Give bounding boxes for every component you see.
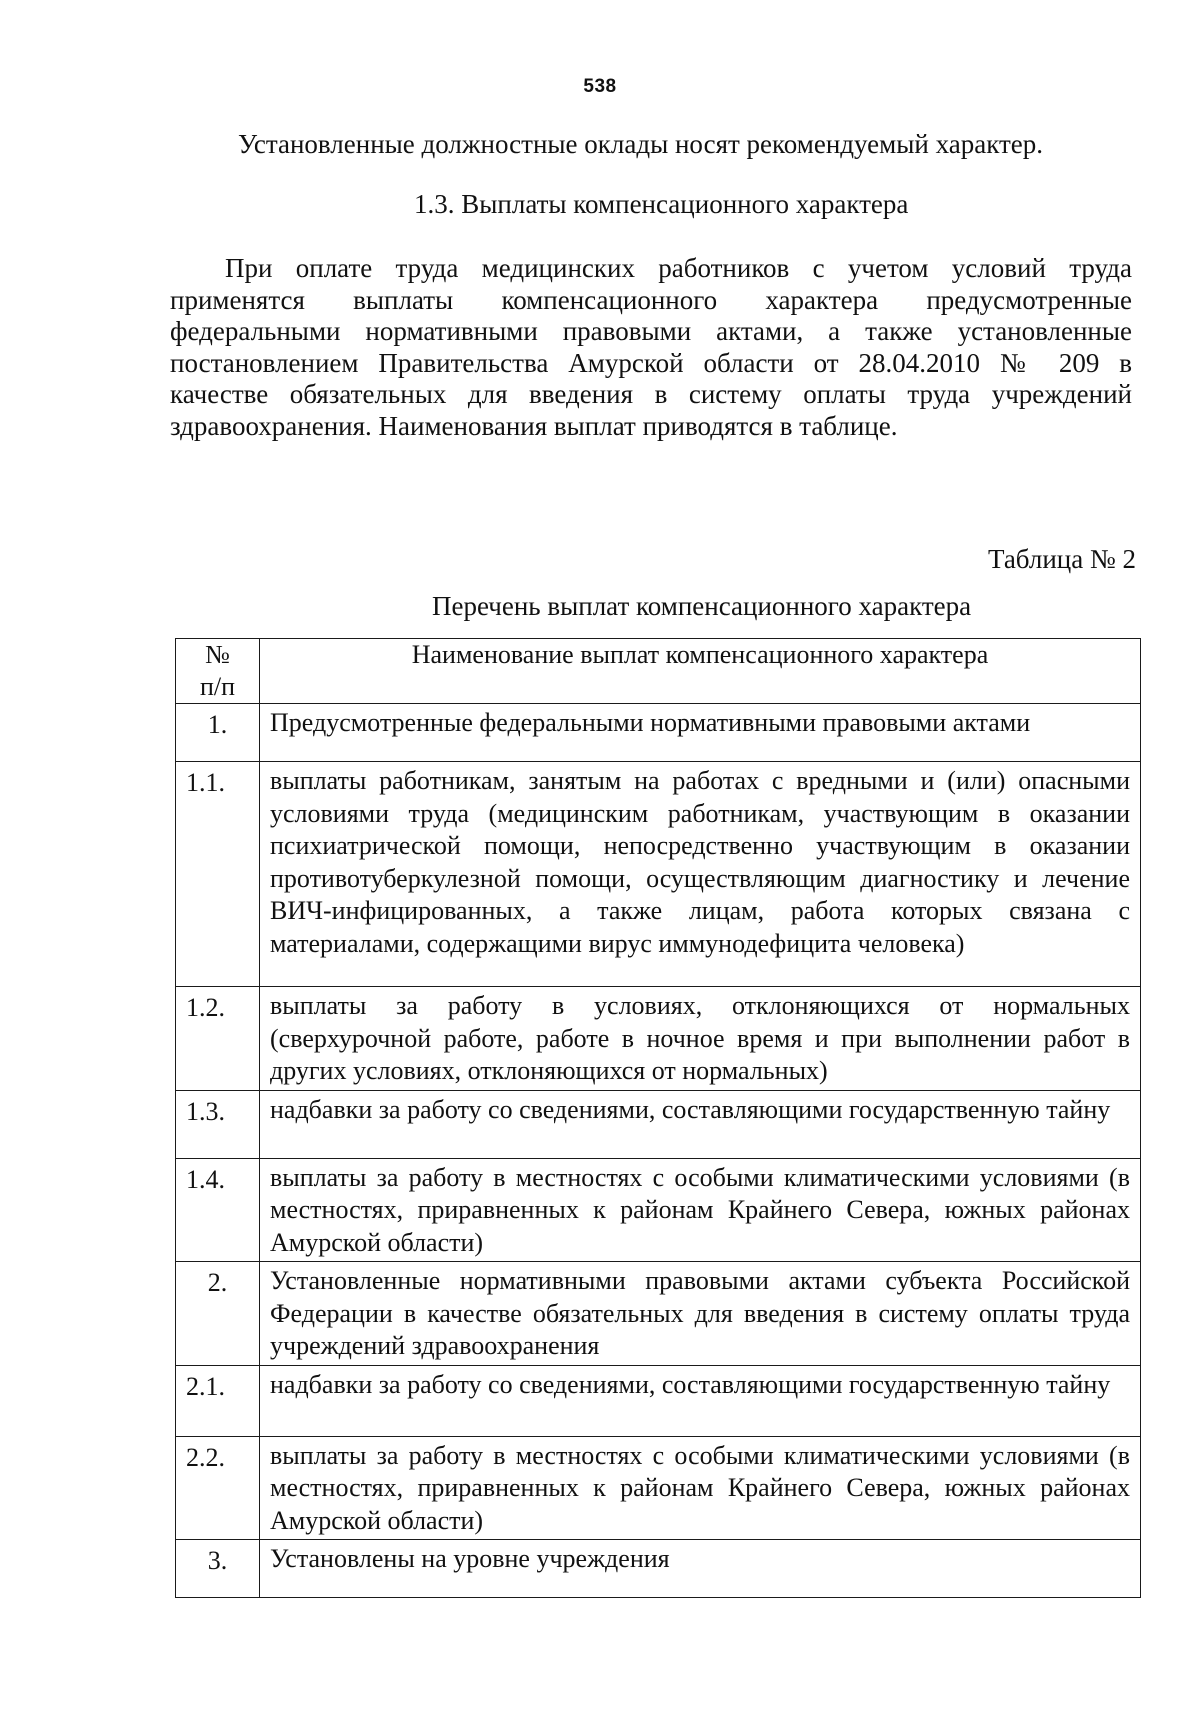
row-text: выплаты работникам, занятым на работах с вредными и (или) опасными условиями труда (медицинским работникам, участвующим в оказании психиатрической помощи, непосредственно участвующим в оказании противотуберкулезной помощи, осуществляющим диагностику и лечение ВИЧ-инфицированных, а также лицам, работа которых связана с материалами, содержащими вирус иммунодефицита человека) <box>270 766 1130 958</box>
paragraph-line: При оплате труда медицинских работников с учетом условий труда <box>225 253 1132 283</box>
table-row <box>176 704 1141 762</box>
table-row <box>176 762 1141 987</box>
recommendation-note: Установленные должностные оклады носят рекомендуемый характер. <box>238 129 1043 159</box>
row-text: Предусмотренные федеральными нормативными правовыми актами <box>270 708 1031 737</box>
row-text-cell <box>260 987 1141 1091</box>
header-number-abbrev: п/п <box>199 672 236 701</box>
row-text-cell <box>260 1262 1141 1366</box>
row-number-cell <box>176 1262 260 1366</box>
paragraph-line: применятся выплаты компенсационного характера предусмотренные <box>170 284 1132 315</box>
intro-paragraph <box>170 253 1132 443</box>
table-row <box>176 1436 1141 1540</box>
table-row <box>176 1365 1141 1436</box>
row-number: 1.2. <box>186 993 225 1022</box>
paragraph-line: качестве обязательных для введения в систему оплаты труда учреждений <box>170 379 1132 410</box>
table-row <box>176 987 1141 1091</box>
header-name-cell: Наименование выплат компенсационного характера <box>260 639 1141 704</box>
row-number-cell <box>176 1365 260 1436</box>
header-number-symbol: № <box>205 640 230 669</box>
row-number: 1.1. <box>186 768 225 797</box>
row-text: Установленные нормативными правовыми актами субъекта Российской Федерации в качестве обязательных для введения в систему оплаты труда учреждений здравоохранения <box>270 1266 1130 1360</box>
table-row <box>176 1090 1141 1158</box>
row-number-cell <box>176 1436 260 1540</box>
paragraph-line: здравоохранения. Наименования выплат приводятся в таблице. <box>170 410 898 441</box>
row-text-cell <box>260 1436 1141 1540</box>
compensation-payments-table <box>175 638 1141 1598</box>
row-number-cell <box>176 1540 260 1598</box>
row-number-cell <box>176 762 260 987</box>
row-text: надбавки за работу со сведениями, составляющими государственную тайну <box>270 1369 1111 1399</box>
table-title: Перечень выплат компенсационного характера <box>432 591 972 621</box>
row-text-cell <box>260 762 1141 987</box>
row-number-cell <box>176 987 260 1091</box>
row-text-cell <box>260 1090 1141 1158</box>
row-text: выплаты за работу в условиях, отклоняющихся от нормальных (сверхурочной работе, работе в ночное время и при выполнении работ в других условиях, отклоняющихся от нормальных) <box>270 991 1130 1085</box>
section-heading: 1.3. Выплаты компенсационного характера <box>414 189 909 219</box>
row-text-cell <box>260 704 1141 762</box>
row-text-cell <box>260 1158 1141 1262</box>
table-header-row <box>176 639 1141 704</box>
row-text: выплаты за работу в местностях с особыми климатическими условиями (в местностях, приравненных к районам Крайнего Севера, южных районах Амурской области) <box>270 1440 1130 1535</box>
table-label: Таблица № 2 <box>988 544 1136 574</box>
row-text: выплаты за работу в местностях с особыми климатическими условиями (в местностях, приравненных к районам Крайнего Севера, южных районах Амурской области) <box>270 1162 1130 1257</box>
paragraph-line: федеральными нормативными правовыми актами, а также установленные <box>170 316 1132 347</box>
row-text: надбавки за работу со сведениями, составляющими государственную тайну <box>270 1094 1111 1124</box>
row-number: 3. <box>207 1546 228 1575</box>
table-row <box>176 1262 1141 1366</box>
table-row <box>176 1540 1141 1598</box>
row-number: 1. <box>207 710 228 739</box>
paragraph-line: постановлением Правительства Амурской области от 28.04.2010 № 209 в <box>170 347 1132 378</box>
header-number-cell <box>176 639 260 704</box>
row-number-cell <box>176 1090 260 1158</box>
row-text: Установлены на уровне учреждения <box>270 1544 670 1573</box>
row-number: 1.3. <box>186 1096 225 1126</box>
page-number: 538 <box>583 76 617 97</box>
table-row <box>176 1158 1141 1262</box>
row-text-cell <box>260 1365 1141 1436</box>
row-number: 1.4. <box>186 1164 225 1194</box>
row-number-cell <box>176 1158 260 1262</box>
row-number: 2. <box>207 1268 228 1297</box>
row-number: 2.2. <box>186 1442 225 1472</box>
row-number-cell <box>176 704 260 762</box>
row-number: 2.1. <box>186 1371 225 1401</box>
row-text-cell <box>260 1540 1141 1598</box>
